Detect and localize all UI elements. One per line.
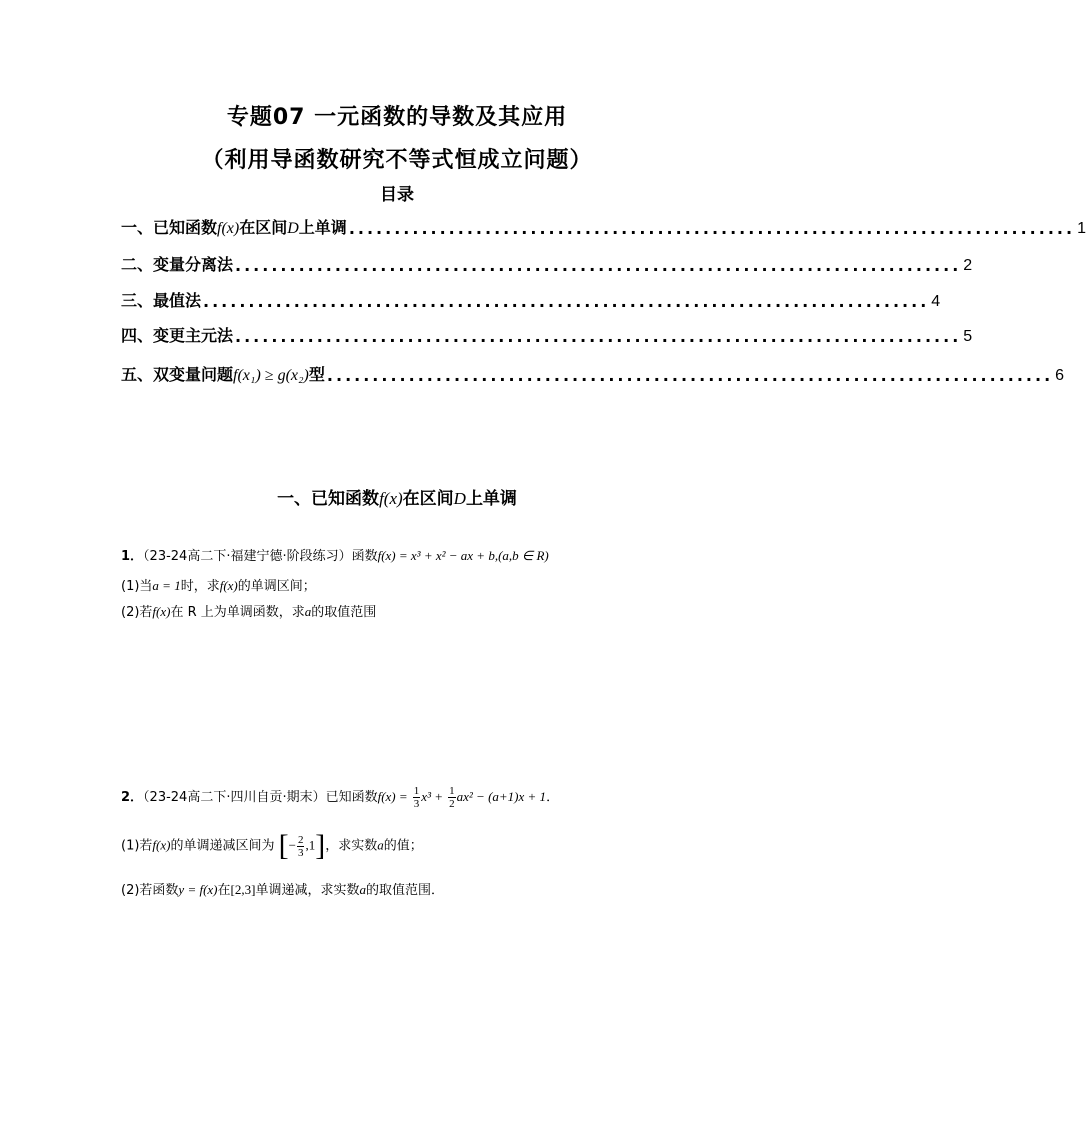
question-1-stem	[121, 545, 549, 564]
section-math: D	[453, 489, 466, 508]
question-number: 2．	[121, 790, 144, 805]
toc-leader-dots: ................................................................................	[235, 327, 962, 346]
toc-item-5[interactable]	[121, 361, 1065, 385]
fraction: $\frac{1}{3}$	[413, 785, 420, 810]
toc-item-1[interactable]	[121, 214, 1086, 238]
question-2-stem: 2．（23-24高二下·四川自贡·期末）已知函数f(x) = $\frac{1}{3}$ x³ + $\frac{1}{2}$ ax² − (a+1)x + 1．	[121, 785, 560, 810]
question-number: 1．	[121, 549, 144, 564]
left-bracket: [	[278, 829, 289, 862]
question-source: （23-24高二下·四川自贡·期末）已知函数	[143, 790, 378, 805]
question-1-part-2: (2)若f(x)在 R 上为单调函数，求a的取值范围	[121, 604, 377, 620]
document-title: 专题07 一元函数的导数及其应用	[226, 105, 568, 130]
toc-item-label: 三、最值法	[121, 291, 202, 310]
toc-item-label: 一、已知函数f(x)在区间D上单调	[121, 218, 347, 237]
toc-math: D	[287, 220, 299, 237]
toc-heading: 目录	[380, 185, 414, 205]
section-heading: 一、已知函数f(x)在区间D上单调	[277, 489, 517, 509]
toc-item-2[interactable]	[121, 251, 973, 275]
question-1-part-1: (1)当a = 1时，求f(x)的单调区间；	[121, 578, 316, 594]
toc-math: f(x)	[217, 220, 240, 237]
toc-page-number: 2	[963, 257, 973, 274]
toc-page-number: 1	[1077, 220, 1086, 237]
toc-leader-dots: ................................................................................	[203, 292, 930, 311]
toc-leader-dots: ................................................................................	[235, 256, 962, 275]
question-source: （23-24高二下·福建宁德·阶段练习）函数	[143, 549, 378, 564]
toc-page-number: 6	[1055, 367, 1065, 384]
question-formula: f(x) = x³ + x² − ax + b,(a,b ∈ R)	[377, 548, 549, 563]
toc-item-3[interactable]	[121, 287, 941, 311]
section-math: f(x)	[379, 489, 403, 508]
question-2-part-2: (2)若函数y = f(x)在[2,3]单调递减，求实数a的取值范围．	[121, 882, 444, 898]
toc-item-label: 四、变更主元法	[121, 326, 234, 345]
toc-leader-dots: ................................................................................	[326, 366, 1054, 385]
right-bracket: ]	[315, 829, 326, 862]
toc-math: f(x₁) ≥ g(x₂)	[233, 367, 309, 384]
toc-page-number: 4	[931, 293, 941, 310]
toc-page-number: 5	[963, 328, 973, 345]
toc-item-4[interactable]	[121, 322, 973, 346]
fraction: $\frac{2}{3}$	[297, 833, 304, 859]
fraction: $\frac{1}{2}$	[449, 785, 455, 810]
toc-item-label: 五、双变量问题f(x₁) ≥ g(x₂)型	[121, 365, 325, 384]
toc-item-label: 二、变量分离法	[121, 255, 234, 274]
question-2-part-1: (1)若f(x)的单调递减区间为 [− $\frac{2}{3}$ ,1]，求实数a的值；	[121, 829, 423, 862]
toc-leader-dots: ................................................................................	[348, 219, 1076, 238]
document-subtitle: （利用导函数研究不等式恒成立问题）	[201, 148, 593, 173]
